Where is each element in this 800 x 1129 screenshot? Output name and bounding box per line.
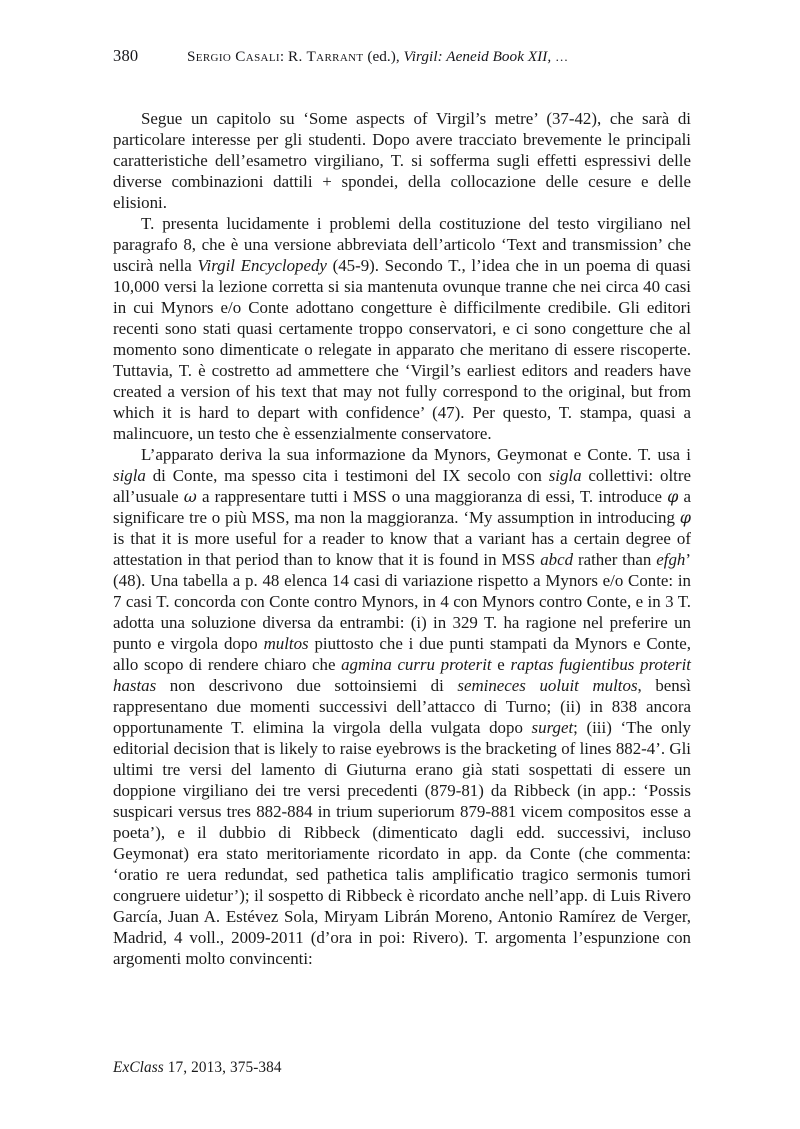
running-head-separator: : bbox=[279, 48, 289, 65]
page-folio-number: 380 bbox=[113, 46, 139, 65]
italic-run: sigla bbox=[113, 466, 146, 485]
italic-run: sigla bbox=[548, 466, 582, 485]
italic-run: multos bbox=[263, 634, 309, 653]
text-run: (45-9). Secondo T., l’idea che in un poema di quasi 10,000 versi la lezione corretta si sia mantenuta ovunque tranne che nei circa 40 casi in cui Mynors e/o Conte adottano congetture è difficilmente credibile. Gli editori recenti sono stati quasi certamente troppo conservatori, e ci sono congetture che al momento sono dimenticate o relegate in apparato che meritano di essere riscoperte. Tuttavia, T. è costretto ad ammettere che ‘Virgil’s earliest editors and readers have created a version of his text that may not fully correspond to the original, but from which it is hard to depart with confidence’ (47). Per questo, T. stampa, quasi a malincuore, un testo che è essenzialmente conservatore. bbox=[113, 256, 691, 443]
italic-run: efgh bbox=[656, 550, 686, 569]
italic-run: raptas fugientibus proterit hastas bbox=[113, 655, 691, 695]
text-run: rather than bbox=[573, 550, 657, 569]
text-run: , bensì rappresentano due momenti successivi dell’attacco di Turno; (ii) in 838 ancora opportunamente T. elimina la virgola della vulgata dopo bbox=[113, 676, 691, 737]
greek-letter: ω bbox=[183, 487, 197, 506]
text-run: di Conte, ma spesso cita i testimoni del IX secolo con bbox=[145, 466, 549, 485]
running-head-ellipsis: … bbox=[555, 49, 570, 64]
italic-run: Virgil Encyclopedy bbox=[197, 256, 327, 275]
text-run: a rappresentare tutti i MSS o una maggioranza di essi, T. introduce bbox=[196, 487, 668, 506]
text-run: ’ (48). Una tabella a p. 48 elenca 14 casi di variazione rispetto a Mynors e/o Conte: in 7 casi T. concorda con Conte contro Mynors, in 4 con Mynors contro Conte, e in 3 T. adotta una soluzione diversa da entrambi: (i) in 329 T. ha ragione nel preferire un punto e virgola dopo bbox=[113, 550, 691, 653]
greek-letter: φ bbox=[679, 508, 691, 527]
paragraph bbox=[113, 108, 691, 213]
text-run: e bbox=[491, 655, 511, 674]
italic-run: surget bbox=[531, 718, 574, 737]
footer-citation: 17, 2013, 375-384 bbox=[163, 1059, 282, 1076]
running-head-editor: R. Tarrant bbox=[288, 48, 364, 65]
paragraph bbox=[113, 444, 691, 969]
text-run: a significare tre o più MSS, ma non la maggioranza. ‘My assumption in introducing bbox=[113, 487, 691, 527]
text-run: Segue un capitolo su ‘Some aspects of Virgil’s metre’ (37-42), che sarà di particolare interesse per gli studenti. Dopo avere tracciato brevemente le principali caratteristiche dell’esametro virgiliano, T. si sofferma sugli effetti espressivi delle diverse combinazioni dattili + spondei, della collocazione delle cesure e delle elisioni. bbox=[113, 109, 691, 212]
text-run: ; (iii) ‘The only editorial decision that is likely to raise eyebrows is the bracketing of lines 882-4’. Gli ultimi tre versi del lamento di Giuturna erano già stati sospettati di essere un doppione virgiliano dei tre versi precedenti (879-81) da Ribbeck (in app.: ‘Possis suspicari versus tres 882-884 in trium superiorum 879-881 vicem compositos esse a poeta’), e il dubbio di Ribbeck (dimenticato dagli edd. successivi, incluso Geymonat) era stato meritoriamente ricordato in app. da Conte (che commenta: ‘oratio re uera redundat, sed pathetica talis amplificatio tragico sermonis tumori congruere uidetur’); il sospetto di Ribbeck è ricordato anche nell’app. di Luis Rivero García, Juan A. Estévez Sola, Miryam Librán Moreno, Antonio Ramírez de Verger, Madrid, 4 voll., 2009-2011 (d’ora in poi: Rivero). T. argomenta l’espunzione con argomenti molto convincenti: bbox=[113, 718, 691, 968]
running-head bbox=[113, 46, 691, 70]
text-run: T. presenta lucidamente i problemi della costituzione del testo virgiliano nel paragrafo 8, che è una versione abbreviata dell’articolo ‘Text and transmission’ che uscirà nella bbox=[113, 214, 691, 275]
page-footer bbox=[113, 1059, 282, 1077]
footer-journal-name: ExClass bbox=[113, 1059, 164, 1076]
text-run: is that it is more useful for a reader to know that a variant has a certain degree of attestation in that period than to know that it is found in MSS bbox=[113, 529, 691, 569]
body-text-block bbox=[113, 108, 691, 969]
paragraph bbox=[113, 213, 691, 444]
running-head-author: Sergio Casali bbox=[187, 48, 280, 65]
text-run: collettivi: oltre all’usuale bbox=[113, 466, 691, 506]
italic-run: agmina curru proterit bbox=[341, 655, 492, 674]
running-head-work-title: Virgil: Aeneid Book XII, bbox=[403, 48, 552, 65]
running-head-editor-role: (ed.), bbox=[363, 48, 404, 65]
text-run: L’apparato deriva la sua informazione da Mynors, Geymonat e Conte. T. usa i bbox=[141, 445, 691, 464]
text-run: non descrivono due sottoinsiemi di bbox=[156, 676, 458, 695]
greek-letter: φ bbox=[667, 487, 679, 506]
running-head-title bbox=[187, 48, 569, 66]
text-run: piuttosto che i due punti stampati da Mynors e Conte, allo scopo di rendere chiaro che bbox=[113, 634, 691, 674]
italic-run: abcd bbox=[540, 550, 574, 569]
italic-run: semineces uoluit multos bbox=[457, 676, 638, 695]
